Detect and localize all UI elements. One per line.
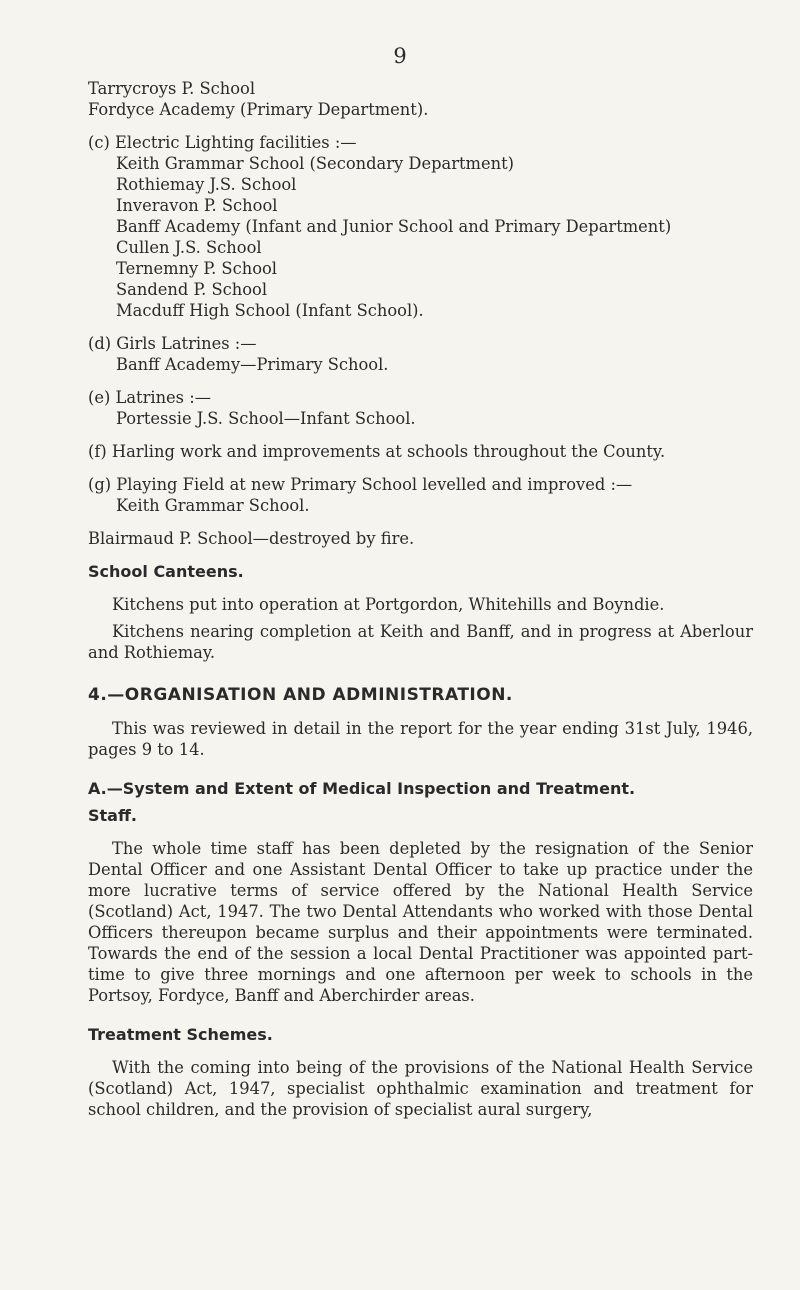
list-item: Sandend P. School [116, 280, 268, 299]
staff-paragraph: The whole time staff has been depleted by the resignation of the Senior Dental Officer and one Assistant Dental Officer to take up practice under the more lucrative terms of service offered by the National Health Service (Scotland) Act, 1947. The two Dental Attendants who worked with those Dental Officers thereupon became surplus and their appointments were terminated. Towards the end of the session a local Dental Practitioner was appointed part-time to give three mornings and one afternoon per week to schools in the Portsoy, Fordyce, Banff and Aberchirder areas. [88, 839, 753, 1005]
list-item: Cullen J.S. School [116, 238, 262, 257]
list-item: Portessie J.S. School—Infant School. [116, 409, 416, 428]
intro-line: Tarrycroys P. School [88, 79, 256, 98]
playing-field-title: (g) Playing Field at new Primary School levelled and improved :— [88, 475, 633, 494]
list-item: Inveravon P. School [116, 196, 278, 215]
list-item: Banff Academy—Primary School. [116, 355, 389, 374]
organisation-paragraph: This was reviewed in detail in the report for the year ending 31st July, 1946, pages 9 to 14. [88, 719, 753, 759]
organisation-heading: 4.—ORGANISATION AND ADMINISTRATION. [88, 685, 513, 705]
latrines-title: (e) Latrines :— [88, 388, 211, 407]
harling-item: (f) Harling work and improvements at schools throughout the County. [88, 442, 666, 461]
electric-lighting-title: (c) Electric Lighting facilities :— [88, 133, 357, 152]
section-a-heading: A.—System and Extent of Medical Inspection and Treatment. [88, 779, 636, 798]
list-item: Macduff High School (Infant School). [116, 301, 424, 320]
document-body [88, 78, 753, 1120]
list-item: Keith Grammar School (Secondary Department) [116, 154, 514, 173]
canteens-paragraph: Kitchens nearing completion at Keith and Banff, and in progress at Aberlour and Rothiemay. [88, 622, 753, 662]
blairmaud-item: Blairmaud P. School—destroyed by fire. [88, 529, 415, 548]
staff-heading: Staff. [88, 806, 138, 825]
list-item: Rothiemay J.S. School [116, 175, 297, 194]
list-item: Keith Grammar School. [116, 496, 310, 515]
treatment-schemes-heading: Treatment Schemes. [88, 1025, 273, 1044]
treatment-paragraph: With the coming into being of the provisions of the National Health Service (Scotland) Act, 1947, specialist ophthalmic examination and treatment for school children, and the provision of specialist aural surgery, [88, 1058, 753, 1119]
school-canteens-heading: School Canteens. [88, 562, 244, 581]
canteens-paragraph: Kitchens put into operation at Portgordon, Whitehills and Boyndie. [112, 595, 665, 614]
list-item: Banff Academy (Infant and Junior School and Primary Department) [116, 217, 672, 236]
list-item: Ternemny P. School [116, 259, 278, 278]
girls-latrines-title: (d) Girls Latrines :— [88, 334, 257, 353]
intro-line: Fordyce Academy (Primary Department). [88, 100, 429, 119]
page-number: 9 [393, 44, 407, 68]
